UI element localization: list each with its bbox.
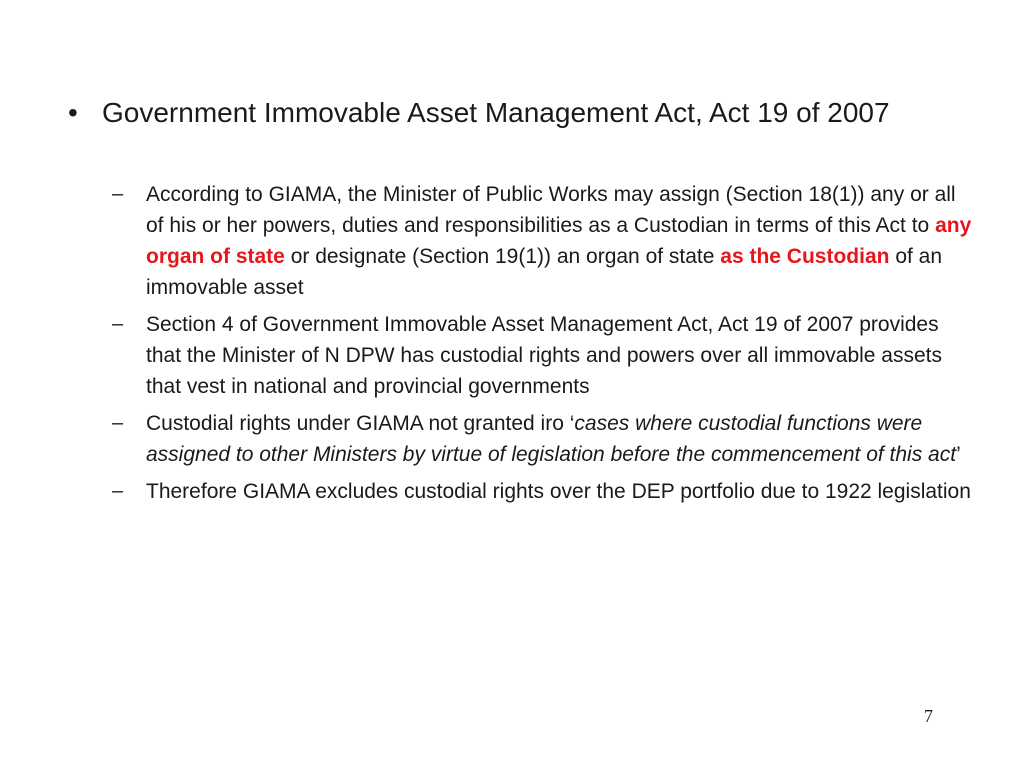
text-segment: Custodial rights under GIAMA not granted iro ‘ [146,412,575,435]
sub-bullet-1 [112,179,972,303]
main-bullet-text: Government Immovable Asset Management Act, Act 19 of 2007 [102,97,890,128]
sub-bullet-3 [112,408,972,470]
sub-bullet-text: Therefore GIAMA excludes custodial rights over the DEP portfolio due to 1922 legislation [146,480,971,503]
sub-bullet-list [112,179,972,513]
text-segment: of an immovable asset [146,245,943,299]
sub-bullet-text: Section 4 of Government Immovable Asset Management Act, Act 19 of 2007 provides that the Minister of N DPW has custodial rights and powers over all immovable assets that vest in national and provincial governments [146,313,943,398]
page-number: 7 [924,706,933,726]
dash-icon: – [112,313,124,335]
sub-bullet-text [146,408,972,470]
sub-bullet-4 [112,476,972,507]
text-segment: or designate (Section 19(1)) an organ of state [284,245,721,268]
bullet-icon: • [68,97,78,128]
main-bullet [68,93,958,133]
sub-bullet-2 [112,309,972,402]
text-segment: ’ [956,443,961,466]
dash-icon: – [112,480,124,502]
highlight-organ-of-state: any organ of state [146,214,972,268]
italic-quote: cases where custodial functions were assigned to other Ministers by virtue of legislation before the commencement of this act [146,412,957,466]
text-segment: According to GIAMA, the Minister of Public Works may assign (Section 18(1)) any or all of his or her powers, duties and responsibilities as a Custodian in terms of this Act to [146,183,956,237]
sub-bullet-text [146,179,972,303]
dash-icon: – [112,412,124,434]
dash-icon: – [112,183,124,205]
highlight-as-the-custodian: as the Custodian [720,245,890,268]
